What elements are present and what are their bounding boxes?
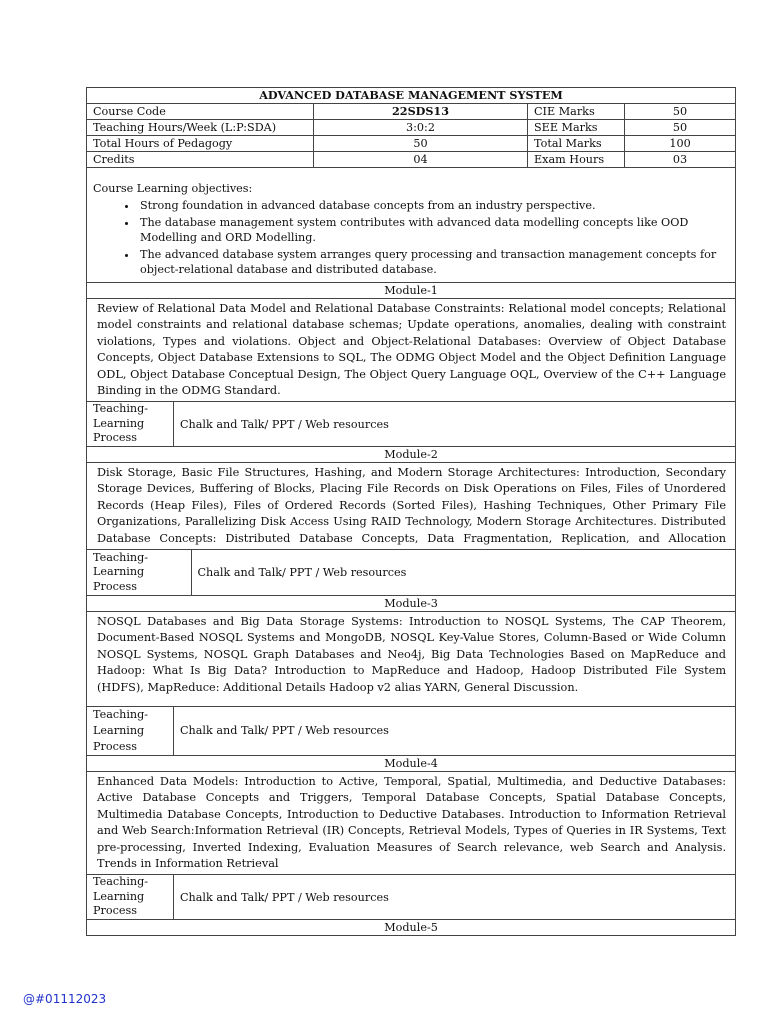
module-content: Disk Storage, Basic File Structures, Hashing, and Modern Storage Architectures: Introduction, Secondary Storage Devices, Buffering of Blocks, Placing File Records on Disk Operations on Files, Files of Unordered Records (Heap Files), Files of Ordered Records (Sorted Files), Hashing Techniques, Other Primary File Organizations, Parallelizing Disk Access Using RAID Technology, Modern Storage Architectures. Distributed Database Concepts: Distributed Database Concepts, Data Fragmentation, Replication, and Allocation [97, 465, 727, 545]
tlp-label-line: Teaching- [93, 402, 149, 416]
syllabus-table [86, 87, 736, 936]
tlp-label-line: Process [93, 904, 137, 918]
info-label: Total Hours of Pedagogy [87, 136, 314, 152]
tlp-label-line: Process [93, 739, 137, 753]
info-label: Total Marks [528, 136, 625, 152]
info-label: SEE Marks [528, 120, 625, 136]
module-content-cell [87, 462, 736, 549]
tlp-label-line: Teaching- [93, 550, 149, 564]
module-content: NOSQL Databases and Big Data Storage Systems: Introduction to NOSQL Systems, The CAP Theorem, Document-Based NOSQL Systems and MongoDB, NOSQL Key-Value Stores, Column-Based or Wide Column NOSQL Systems, NOSQL Graph Databases and Neo4j, Big Data Technologies Based on MapReduce and Hadoop: What Is Big Data? Introduction to MapReduce and Hadoop, Hadoop Distributed File System (HDFS), MapReduce: Additional Details Hadoop v2 alias YARN, General Discussion. [87, 611, 736, 706]
objectives-cell [87, 168, 736, 283]
objective-item: • Strong foundation in advanced database concepts from an industry perspective. [138, 198, 729, 213]
tlp-label-line: Teaching- [93, 707, 149, 721]
info-value: 50 [625, 104, 736, 120]
module-title: Module-4 [87, 755, 736, 771]
module-title: Module-3 [87, 595, 736, 611]
module-content: Enhanced Data Models: Introduction to Active, Temporal, Spatial, Multimedia, and Deductive Databases: Active Database Concepts and Triggers, Temporal Database Concepts, Spatial Database Concepts, Multimedia Database Concepts, Introduction to Deductive Databases. Introduction to Information Retrieval and Web Search:Information Retrieval (IR) Concepts, Retrieval Models, Types of Queries in IR Systems, Text pre-processing, Inverted Indexing, Evaluation Measures of Search relevance, web Search and Analysis. Trends in Information Retrieval [87, 771, 736, 874]
tlp-value: Chalk and Talk/ PPT / Web resources [174, 706, 736, 755]
info-value: 50 [625, 120, 736, 136]
tlp-row-wrapper [87, 549, 736, 595]
tlp-label [87, 402, 174, 447]
tlp-label-line: Learning [93, 723, 145, 737]
tlp-label [87, 875, 174, 920]
objective-item: • The advanced database system arranges query processing and transaction management concepts for object-relational database and distributed database. [138, 247, 729, 277]
info-value: 22SDS13 [314, 104, 528, 120]
course-info-row [87, 136, 736, 152]
info-value: 04 [314, 152, 528, 168]
module-content: Review of Relational Data Model and Relational Database Constraints: Relational model concepts; Relational model constraints and relational database schemas; Update operations, anomalies, dealing with constraint violations, Types and violations. Object and Object-Relational Databases: Overview of Object Database Concepts, Object Database Extensions to SQL, The ODMG Object Model and the Object Definition Language ODL, Object Database Conceptual Design, The Object Query Language OQL, Overview of the C++ Language Binding in the ODMG Standard. [87, 299, 736, 402]
tlp-label-line: Teaching- [93, 875, 149, 889]
tlp-value: Chalk and Talk/ PPT / Web resources [174, 402, 736, 447]
tlp-value: Chalk and Talk/ PPT / Web resources [174, 875, 736, 920]
course-info-row [87, 120, 736, 136]
objective-item: • The database management system contributes with advanced data modelling concepts like OOD Modelling and ORD Modelling. [138, 215, 729, 245]
module-title: Module-2 [87, 446, 736, 462]
syllabus-page [86, 87, 735, 936]
info-value: 03 [625, 152, 736, 168]
info-label: Teaching Hours/Week (L:P:SDA) [87, 120, 314, 136]
info-value: 3:0:2 [314, 120, 528, 136]
info-value: 50 [314, 136, 528, 152]
tlp-label-line: Learning [93, 565, 145, 579]
tlp-label-line: Learning [93, 889, 145, 903]
tlp-inner [87, 550, 735, 595]
info-label: Exam Hours [528, 152, 625, 168]
tlp-label [87, 706, 174, 755]
info-label: Credits [87, 152, 314, 168]
document-id: @#01112023 [23, 992, 107, 1006]
course-info-row [87, 104, 736, 120]
tlp-label-line: Process [93, 579, 137, 593]
tlp-label [87, 550, 191, 595]
tlp-value: Chalk and Talk/ PPT / Web resources [197, 565, 407, 579]
module-title: Module-1 [87, 283, 736, 299]
tlp-label-line: Process [93, 431, 137, 445]
info-value: 100 [625, 136, 736, 152]
info-label: CIE Marks [528, 104, 625, 120]
course-title: ADVANCED DATABASE MANAGEMENT SYSTEM [87, 88, 736, 104]
tlp-label-line: Learning [93, 416, 145, 430]
objectives-list [93, 198, 729, 277]
objectives-heading: Course Learning objectives: [93, 182, 253, 195]
course-info-row [87, 152, 736, 168]
module-title: Module-5 [87, 919, 736, 935]
info-label: Course Code [87, 104, 314, 120]
